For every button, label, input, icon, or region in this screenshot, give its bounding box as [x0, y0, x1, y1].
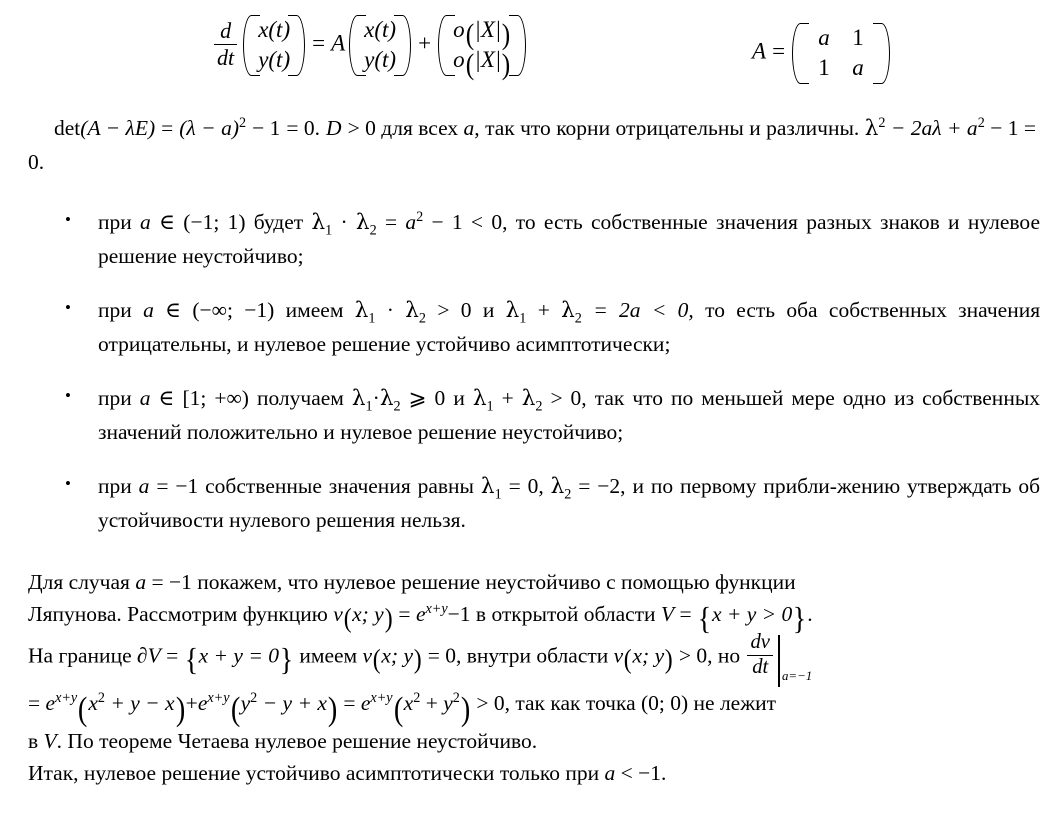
boundary-text: На границе	[28, 642, 132, 667]
exp-base: e	[45, 691, 56, 716]
right-paren-icon	[879, 22, 890, 85]
equals-sign: =	[398, 602, 411, 627]
plus-sign: +	[537, 298, 550, 323]
proof-line-1	[28, 566, 1036, 598]
dv-dt-fraction	[747, 632, 772, 678]
v-arguments: x; y	[381, 642, 413, 667]
list-item	[62, 206, 1040, 273]
param-a: a	[143, 298, 154, 323]
exp-power: x+y	[425, 601, 448, 618]
a-value: = −1	[151, 570, 192, 594]
chetaev-proof-block	[28, 566, 1036, 790]
point-not-in-text: так как точка (0; 0) не лежит	[515, 691, 776, 716]
quadratic-end: − 1 = 0.	[28, 116, 1037, 174]
param-a: a	[463, 116, 475, 140]
pri-word: при	[98, 210, 132, 234]
exp-base: e	[360, 691, 371, 716]
element-of-icon: ∈	[158, 386, 175, 411]
v-function: v	[333, 602, 343, 627]
lambda-2: λ	[405, 298, 419, 324]
proof-line-3: На границе ∂V = {x + y = 0} имеем v(x; y) = 0, внутри области v(x; y) > 0, но $\frac{dv}{dt}$ a=−1	[28, 631, 1036, 684]
det-argument: (A − λE)	[80, 116, 156, 140]
matrix-A-label: A	[752, 38, 767, 64]
case-text: при a ∈ [1; +∞) получаем $\lambda_1\cdot\lambda_2$ ⩾ 0 и $\lambda_1 + \lambda_2 > 0$, так что по меньшей мере одно из собственных значений положительно и нулевое решение неустойчиво;	[98, 386, 1041, 444]
proof-line-2: Ляпунова. Рассмотрим функцию v(x; $y) = e^{x+y}-1$ в открытой области V = {x + y > 0}.	[28, 601, 813, 637]
period: .	[807, 602, 813, 627]
equals-sign: =	[28, 691, 41, 716]
exp-power: x+y	[207, 690, 230, 707]
element-of-icon: ∈	[165, 298, 182, 323]
right-paren-icon	[515, 14, 526, 77]
lambda-1: λ	[311, 210, 326, 235]
element-of-icon: ∈	[159, 210, 175, 234]
in-word: в	[28, 729, 39, 754]
dt-denominator: dt	[752, 656, 769, 679]
pri-word: при	[98, 298, 132, 323]
a-value: = −1	[156, 474, 199, 499]
lambda-2: λ	[379, 386, 394, 412]
pri-word: при	[98, 386, 132, 411]
proof-intro-text: покажем, что нулевое решение неустойчиво с помощью функции	[197, 570, 796, 594]
matrix-A-definition	[752, 22, 891, 85]
product-relation: > 0	[437, 298, 472, 323]
multiply-dot: ·	[372, 386, 380, 411]
matrix-A-symbol: A	[331, 30, 346, 56]
param-a: a	[140, 210, 151, 234]
equals-sign: =	[166, 642, 179, 667]
vector-row-y: y(t)	[258, 47, 291, 73]
chetaev-conclusion-text: . По теореме Четаева нулевое решение неустойчиво.	[56, 729, 538, 754]
state-vector-left	[243, 14, 305, 77]
discriminant-symbol: D	[326, 116, 342, 140]
conclusion-text: то есть оба собственных значения отрицательны, и нулевое решение устойчиво асимптотически;	[98, 298, 1041, 356]
evaluation-subscript: a=−1	[781, 668, 813, 683]
sum-relation: = 2a < 0,	[593, 298, 694, 323]
v-greater-zero: > 0,	[678, 642, 713, 667]
verb-word: получаем	[256, 386, 344, 411]
lambda-2: λ	[550, 474, 565, 500]
exponent-2: 2	[238, 114, 247, 131]
set-condition: x + y = 0	[198, 642, 279, 667]
matrix-row-1: a 1	[818, 25, 864, 50]
roots-text: , так что корни отрицательны и	[474, 116, 761, 140]
equals-sign: =	[679, 602, 692, 627]
for-case-text: Для случая	[28, 570, 130, 594]
y-term: y	[240, 691, 251, 716]
v-arguments: x; y	[632, 642, 665, 667]
lambda-2: λ	[521, 386, 536, 412]
right-paren-icon	[294, 14, 305, 77]
left-paren-icon	[438, 14, 449, 77]
lambda-1: λ	[351, 386, 366, 412]
conclusion-text: и по первому прибли-жению утверждать об устойчивости нулевого решения нельзя.	[98, 474, 1041, 532]
d-dt-fraction	[214, 19, 237, 68]
final-condition: < −1.	[620, 761, 667, 786]
y-term: y	[443, 691, 453, 716]
dv-numerator: dv	[747, 632, 772, 656]
exponent-2: 2	[977, 114, 985, 131]
characteristic-equation-paragraph	[28, 112, 1036, 178]
remainder-vector	[438, 14, 526, 81]
inside-region-text: внутри области	[466, 642, 609, 667]
list-item	[62, 294, 1040, 361]
lambda-2-value: = −2,	[578, 474, 626, 499]
left-paren-icon	[243, 14, 254, 77]
minus-one: −1	[447, 602, 471, 627]
state-vector-right	[349, 14, 411, 77]
vector-row-y: y(t)	[364, 47, 397, 73]
multiply-dot: ·	[386, 298, 394, 323]
x-term: x	[403, 691, 414, 716]
case-text: при a ∈ (−1; 1) будет $\lambda_1 \cdot \lambda_2 = a^2 - 1 < 0$, то есть собственные значения разных знаков и нулевое решение неустойчиво;	[98, 208, 1040, 268]
pri-word: при	[98, 474, 132, 499]
region-V: V	[43, 729, 57, 754]
lambda-1: λ	[480, 474, 495, 500]
minus-one: − 1	[252, 116, 281, 140]
x-term: x	[88, 691, 98, 716]
plus-sign: +	[425, 691, 438, 716]
det-operator: det	[54, 116, 81, 140]
lyapunov-text: Ляпунова. Рассмотрим функцию	[28, 602, 328, 627]
lambda-1: λ	[354, 298, 369, 324]
list-item	[62, 382, 1040, 449]
plus-sign: +	[418, 30, 432, 56]
equals-sign: =	[161, 116, 174, 140]
vector-row-x: x(t)	[258, 17, 291, 42]
v-equals-zero: = 0,	[427, 642, 462, 667]
param-a: a	[138, 474, 150, 499]
but-word: но	[717, 642, 741, 667]
equals-sign: =	[312, 30, 326, 56]
equals-sign: =	[384, 210, 398, 234]
d-numerator: d	[214, 19, 237, 44]
plus-sign: +	[501, 386, 514, 411]
case-text: при a = −1 собственные значения равны $\lambda_1 = 0$, $\lambda_2 = -2$, и по первому прибли-жению утверждать об устойчивости нулевого решения нельзя.	[98, 474, 1041, 532]
equals-sign: =	[343, 691, 356, 716]
proof-line-4: = $e^{x+y}(x^2 + y - x)+e^{x+y}(y^2 - y + x) = e^{x+y}(x^2 + y^2) > 0$, так как точка (0; 0) не лежит	[28, 690, 776, 729]
case-text: при a ∈ (−∞; −1) имеем $\lambda_1 \cdot \lambda_2 > 0$ и $\lambda_1 + \lambda_2 = 2a < 0$, то есть оба собственных значения отрицательны, и нулевое решение устойчиво асимптотически;	[98, 298, 1041, 356]
and-word: и	[482, 298, 495, 323]
v-function: v	[362, 642, 373, 667]
param-a: a	[139, 386, 151, 411]
matrix-A-body	[792, 22, 890, 85]
remainder-row-2: o(|X|)	[453, 47, 511, 81]
interval-value: (−1; 1)	[183, 210, 246, 234]
lambda-minus-a: (λ − a)	[179, 116, 239, 140]
distinct-text: различны.	[766, 116, 860, 140]
multiply-dot: ·	[340, 210, 348, 234]
system-equation	[212, 14, 527, 81]
sum-relation: > 0,	[550, 386, 587, 411]
exp-base: e	[197, 691, 208, 716]
interval-value: (−∞; −1)	[192, 298, 275, 323]
exp-power: x+y	[370, 690, 393, 707]
interval-value: [1; +∞)	[182, 386, 249, 411]
bullet-icon: •	[65, 298, 71, 318]
lambda-1-value: = 0,	[508, 474, 544, 499]
equals-sign: =	[772, 38, 786, 64]
boundary-dV: ∂V	[137, 642, 161, 667]
param-a: a	[604, 761, 616, 786]
a-squared-base: a	[405, 210, 417, 234]
verb-word: будет	[253, 210, 304, 234]
lambda-2: λ	[561, 298, 575, 324]
lambda-1: λ	[505, 298, 520, 324]
conclusion-text: то есть собственные значения разных знаков и нулевое решение неустойчиво;	[98, 210, 1040, 268]
quadratic-middle: − 2aλ + a	[890, 116, 978, 140]
bullet-icon: •	[65, 210, 71, 229]
group1-rest: + y − x	[110, 691, 175, 716]
group2-rest: − y + x	[262, 691, 327, 716]
cases-bullet-list	[62, 206, 1040, 537]
inequality: − 1 < 0,	[431, 210, 508, 234]
have-word: имеем	[299, 642, 358, 667]
final-conclusion-text: Итак, нулевое решение устойчиво асимптотически только при	[28, 761, 600, 786]
equals-zero: = 0.	[286, 116, 321, 140]
v-function: v	[613, 642, 624, 667]
bullet-icon: •	[65, 386, 71, 406]
lambda-symbol: λ	[864, 116, 879, 141]
conclusion-text: так что по меньшей мере одно из собственных значений положительно и нулевое решение неустойчиво;	[98, 386, 1041, 444]
exponent-2: 2	[878, 114, 886, 131]
greater-than-zero: > 0	[347, 116, 376, 140]
left-paren-icon	[792, 22, 803, 85]
bullet-icon: •	[65, 474, 71, 494]
right-paren-icon	[400, 14, 411, 77]
v-arguments: x; y	[352, 602, 384, 627]
and-word: и	[453, 386, 465, 411]
greater-than-zero: > 0,	[476, 691, 510, 716]
plus-sign: +	[185, 691, 198, 716]
open-region-text: в открытой области	[475, 602, 656, 627]
exp-base: e	[415, 602, 426, 627]
list-item	[62, 470, 1040, 537]
param-a: a	[135, 570, 147, 594]
proof-line-5	[28, 725, 1036, 757]
evaluation-bar-icon	[778, 635, 813, 688]
display-equation-row	[0, 8, 1062, 94]
region-V: V	[660, 602, 675, 627]
verb-word: имеем	[285, 298, 344, 323]
vector-row-x: x(t)	[364, 17, 397, 42]
left-paren-icon	[349, 14, 360, 77]
lambda-2: λ	[355, 210, 370, 235]
exp-power: x+y	[55, 690, 78, 707]
set-condition: x + y > 0	[711, 602, 793, 627]
dt-denominator: dt	[217, 44, 235, 70]
proof-line-6	[28, 757, 1036, 789]
product-relation: ⩾ 0	[408, 386, 446, 411]
remainder-row-1: o(|X|)	[453, 17, 511, 51]
for-all-text: для всех	[381, 116, 459, 140]
matrix-row-2: 1 a	[818, 55, 864, 81]
lambda-1: λ	[472, 386, 487, 412]
verb-phrase: собственные значения равны	[205, 474, 475, 499]
